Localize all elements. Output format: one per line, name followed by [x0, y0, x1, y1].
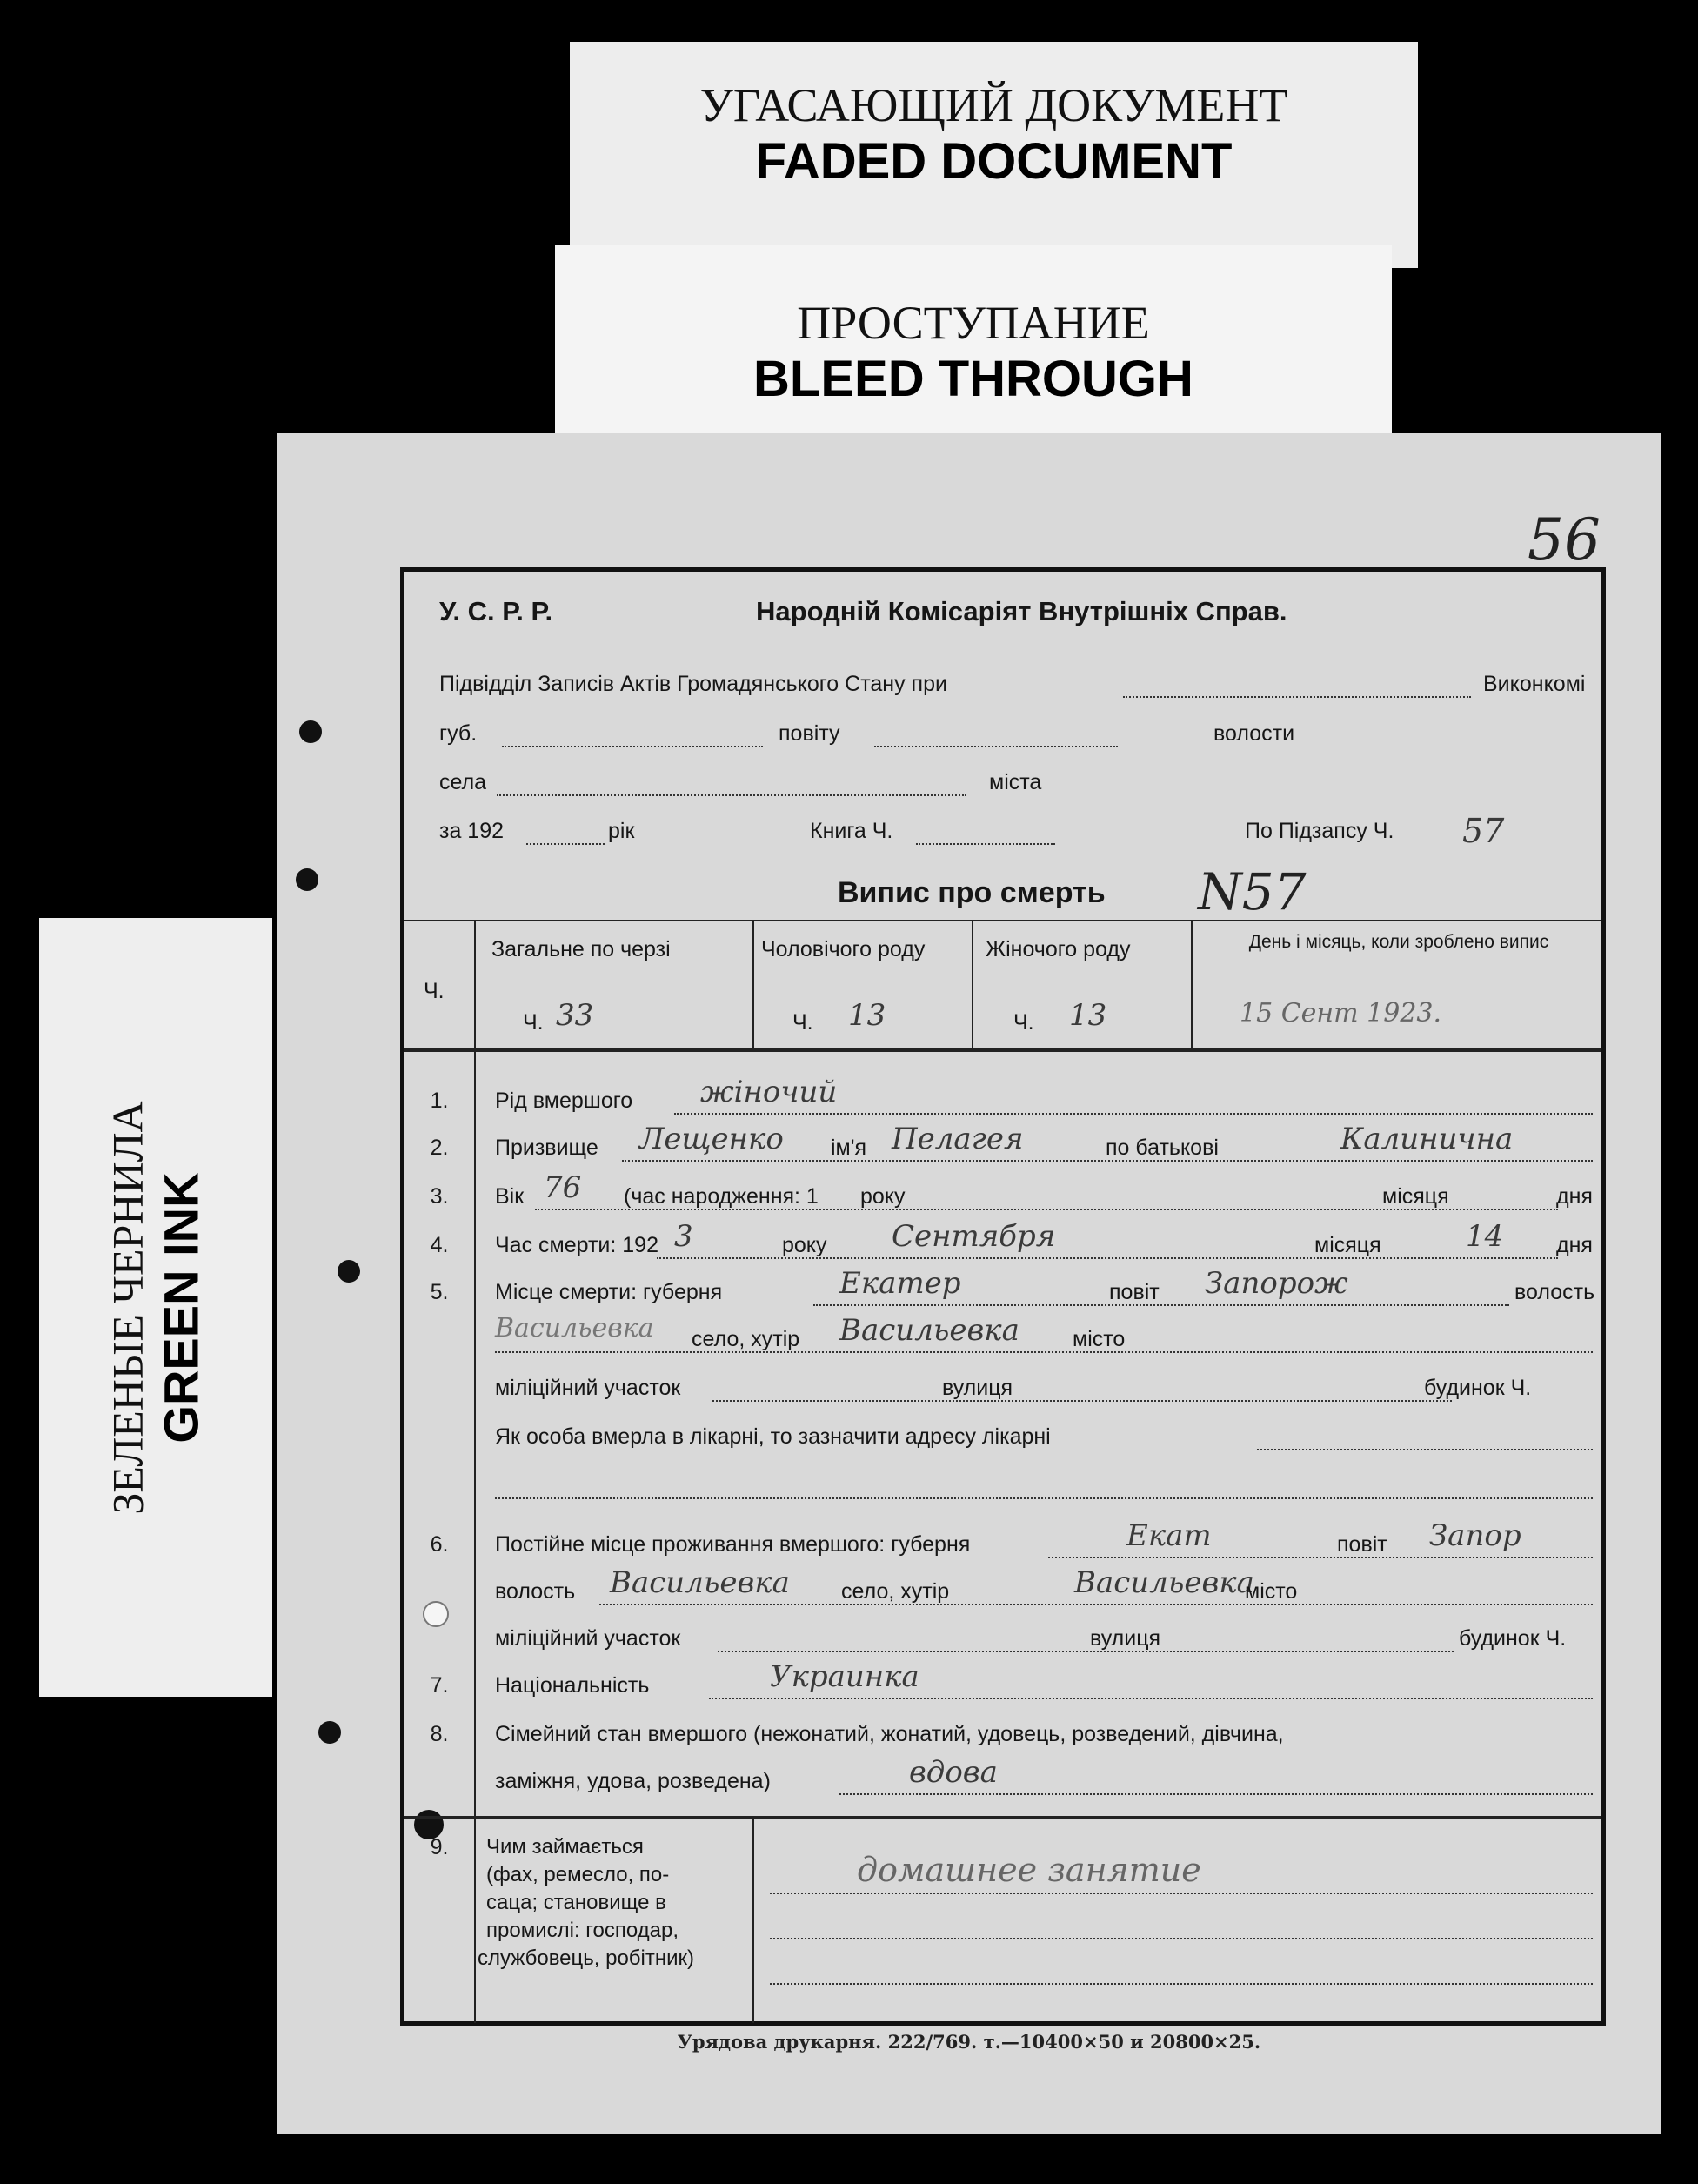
chas-misyacya-label: місяця	[1314, 1233, 1381, 1257]
dotted-line	[874, 746, 1118, 747]
postiyne-label: Постійне місце проживання вмершого: губерня	[495, 1532, 971, 1557]
punch-hole	[296, 868, 318, 891]
dotted-line	[770, 1938, 1593, 1939]
item-number: 4.	[430, 1233, 449, 1257]
table-val-prefix: Ч.	[1013, 1010, 1034, 1035]
post-selo-hw: Васильевка	[1074, 1565, 1254, 1600]
table-divider	[972, 920, 973, 1048]
dotted-line	[712, 1400, 1452, 1402]
form-frame	[400, 567, 1606, 2026]
dotted-line	[916, 843, 1055, 845]
post-povit-label: повіт	[1337, 1532, 1387, 1557]
chas-dnya-label: дня	[1556, 1233, 1593, 1257]
dotted-line	[657, 1257, 1558, 1259]
misce-volost-label: волость	[1514, 1280, 1595, 1304]
post-milic-label: міліційний участок	[495, 1626, 681, 1651]
slip-green-en: GREEN INK	[153, 1171, 209, 1444]
table-val-date-hw: 15 Сент 1923.	[1240, 998, 1442, 1028]
page-number: 56	[1528, 506, 1601, 573]
misce-selo-hw: Васильевка	[839, 1313, 1019, 1348]
items-number-divider	[474, 1048, 476, 2023]
chym-value-hw: домашнее занятие	[857, 1851, 1201, 1889]
table-col-general: Загальне по черзі	[491, 937, 671, 961]
table-val-prefix: Ч.	[523, 1010, 544, 1035]
post-misto-label: місто	[1245, 1579, 1298, 1604]
post-volost-label: волость	[495, 1579, 576, 1604]
table-val-male-hw: 13	[848, 998, 886, 1033]
post-povit-hw: Запор	[1429, 1518, 1521, 1553]
povit-label: повіту	[779, 721, 840, 746]
item-number: 3.	[430, 1184, 449, 1209]
vik-misyacya-label: місяця	[1382, 1184, 1449, 1209]
simeiny-label: Сімейний стан вмершого (нежонатий, жонатий, удовець, розведений, дівчина,	[495, 1722, 1284, 1746]
table-col-date: День і місяць, коли зроблено випис	[1248, 932, 1549, 952]
dotted-line	[674, 1113, 1593, 1115]
chym-label-4: промислі: господар,	[486, 1919, 679, 1942]
volost-label: волости	[1213, 721, 1295, 746]
bleed-through-slip	[555, 245, 1392, 435]
nac-label: Національність	[495, 1673, 650, 1698]
rik-label: рік	[608, 819, 635, 843]
table-bottom-line	[404, 1048, 1601, 1052]
dotted-line	[622, 1160, 1593, 1162]
knyha-label: Книга Ч.	[810, 819, 893, 843]
header-right: Народній Комісаріят Внутрішніх Справ.	[756, 596, 1287, 626]
slip-faded-en: FADED DOCUMENT	[755, 133, 1233, 190]
sela-label: села	[439, 770, 487, 794]
dotted-line	[770, 1983, 1593, 1985]
vik-value-hw: 76	[544, 1170, 582, 1205]
misce-misto-label: місто	[1073, 1327, 1126, 1351]
dotted-line	[526, 843, 605, 845]
milic-label: міліційний участок	[495, 1376, 681, 1400]
gub-label: губ.	[439, 721, 478, 746]
post-vol-hw: Васильевка	[610, 1565, 790, 1600]
slip-faded-ru: УГАСАЮЩИЙ ДОКУМЕНТ	[699, 79, 1288, 131]
item9-divider	[752, 1816, 754, 2023]
line1-label: Підвідділ Записів Актів Громадянського Стану при	[439, 672, 947, 696]
likarnia-label: Як особа вмерла в лікарні, то зазначити адресу лікарні	[495, 1424, 1051, 1449]
misce-label: Місце смерти: губерня	[495, 1280, 723, 1304]
misce-povit-label: повіт	[1109, 1280, 1160, 1304]
imya-value-hw: Пелагея	[892, 1122, 1024, 1156]
dotted-line	[1048, 1557, 1593, 1558]
dotted-line	[599, 1604, 1593, 1605]
punch-hole	[318, 1721, 341, 1744]
table-top-line	[404, 920, 1601, 921]
rid-label: Рід вмершого	[495, 1089, 633, 1113]
dotted-line	[495, 1497, 1593, 1499]
chas-year-hw: 3	[674, 1219, 693, 1254]
table-val-prefix: Ч.	[792, 1010, 813, 1035]
post-gub-hw: Екат	[1126, 1518, 1212, 1553]
table-divider	[1191, 920, 1193, 1048]
slip-green-ru: ЗЕЛЕНЫЕ ЧЕРНИЛА	[103, 1100, 152, 1515]
simeiny-value-hw: вдова	[909, 1755, 998, 1790]
misce-povit-hw: Запорож	[1205, 1266, 1348, 1301]
dotted-line	[495, 1351, 1593, 1353]
item-number: 9.	[430, 1835, 449, 1859]
year-label: за 192	[439, 819, 505, 843]
chas-month-hw: Сентября	[892, 1219, 1056, 1254]
rid-value-hw: жіночий	[700, 1075, 838, 1109]
misce-selo-label: село, хутір	[692, 1327, 800, 1351]
misce-gub-hw: Екатер	[839, 1266, 961, 1301]
dotted-line	[813, 1304, 1509, 1306]
chas-label: Час смерти: 192	[495, 1233, 658, 1257]
item-number: 2.	[430, 1136, 449, 1160]
dotted-line	[718, 1651, 1454, 1652]
slip-bleed-en: BLEED THROUGH	[753, 351, 1193, 407]
chym-label-2: (фах, ремесло, по-	[486, 1863, 670, 1886]
item-number: 5.	[430, 1280, 449, 1304]
green-ink-slip	[39, 918, 272, 1697]
death-record-paper	[277, 433, 1661, 2134]
table-row-label: Ч.	[424, 979, 445, 1003]
chas-day-hw: 14	[1466, 1219, 1504, 1254]
dotted-line	[709, 1698, 1593, 1699]
vulycya-label: вулиця	[942, 1376, 1013, 1400]
vik-dnya-label: дня	[1556, 1184, 1593, 1209]
dotted-line	[1123, 696, 1471, 698]
punch-hole	[299, 720, 322, 743]
table-val-female-hw: 13	[1069, 998, 1107, 1033]
dotted-line	[497, 794, 966, 796]
pryzv-value-hw: Лещенко	[639, 1122, 784, 1156]
chas-roku-label: року	[782, 1233, 827, 1257]
table-divider	[752, 920, 754, 1048]
pidzapys-value-hw: 57	[1462, 812, 1505, 850]
table-col-female: Жіночого роду	[986, 937, 1131, 961]
pryzv-label: Призвище	[495, 1136, 598, 1160]
mista-label: міста	[989, 770, 1042, 794]
dotted-line	[839, 1793, 1593, 1795]
printer-footer: Урядова друкарня. 222/769. т.—10400×50 и 20800×25.	[677, 2031, 1261, 2053]
table-divider	[474, 920, 476, 1048]
vik-label: Вік	[495, 1184, 525, 1209]
item-number: 6.	[430, 1532, 449, 1557]
imya-label: ім'я	[831, 1136, 867, 1160]
nac-value-hw: Украинка	[770, 1659, 919, 1694]
record-number-hw: N57	[1198, 862, 1307, 921]
chym-label-1: Чим займається	[486, 1835, 644, 1859]
post-vulycya-label: вулиця	[1090, 1626, 1161, 1651]
table-col-male: Чоловічого роду	[761, 937, 926, 961]
item9-top-line	[404, 1816, 1601, 1819]
punch-hole	[338, 1260, 360, 1283]
post-selo-label: село, хутір	[841, 1579, 950, 1604]
batk-label: по батькові	[1106, 1136, 1219, 1160]
vik-birth-label: (час народження: 1	[624, 1184, 819, 1209]
post-budynok-label: будинок Ч.	[1459, 1626, 1567, 1651]
item-number: 1.	[430, 1089, 449, 1113]
chym-label-5: службовець, робітник)	[478, 1946, 695, 1970]
misce-vol-hw: Васильевка	[495, 1313, 654, 1343]
item-number: 8.	[430, 1722, 449, 1746]
vik-roku-label: року	[860, 1184, 906, 1209]
slip-bleed-ru: ПРОСТУПАНИЕ	[797, 297, 1150, 349]
pidzapys-label: По Підзапсу Ч.	[1245, 819, 1394, 843]
header-left: У. С. Р. Р.	[439, 596, 553, 626]
dotted-line	[770, 1893, 1593, 1894]
dotted-line	[502, 746, 763, 747]
dotted-line	[535, 1209, 1558, 1210]
chym-label-3: саца; становище в	[486, 1891, 666, 1914]
dotted-line	[1257, 1449, 1593, 1450]
item-number: 7.	[430, 1673, 449, 1698]
faded-document-slip	[570, 42, 1418, 268]
budynok-label: будинок Ч.	[1424, 1376, 1532, 1400]
form-title: Випис про смерть	[838, 876, 1106, 909]
batk-value-hw: Калинична	[1340, 1122, 1514, 1156]
simeiny-label-2: заміжня, удова, розведена)	[495, 1769, 771, 1793]
line1-suffix: Виконкомі	[1483, 672, 1586, 696]
table-val-general-hw: 33	[556, 998, 594, 1033]
